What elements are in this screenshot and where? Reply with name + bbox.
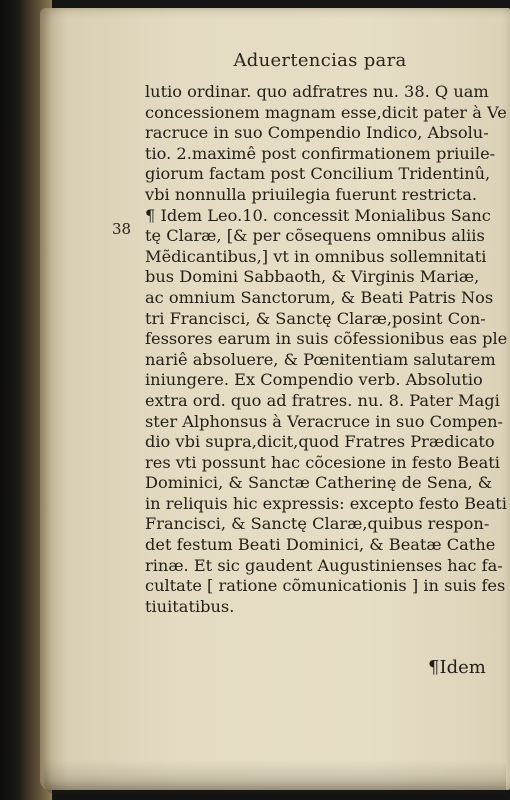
page-bottom-edge (44, 760, 506, 794)
text-line: iniungere. Ex Compendio verb. Absolutio (145, 370, 483, 390)
text-line: tiuitatibus. (145, 596, 235, 616)
text-line: Francisci, & Sanctę Claræ,quibus respon- (145, 514, 490, 534)
text-line: in reliquis hic expressis: excepto festo Beati (145, 493, 507, 513)
text-line: Mẽdicantibus,] vt in omnibus sollemnitati (145, 246, 487, 266)
text-line: ¶ Idem Leo.10. concessit Monialibus Sanc (145, 205, 491, 225)
text-line: fessores earum in suis cõfessionibus eas ple (145, 329, 508, 349)
text-line: bus Domini Sabbaoth, & Virginis Mariæ, (145, 267, 480, 287)
text-line: Dominici, & Sanctæ Catherinę de Sena, & (145, 473, 493, 493)
text-line: vbi nonnulla priuilegia fuerunt restricta. (145, 184, 478, 204)
text-line: lutio ordinar. quo adfratres nu. 38. Q uam (145, 82, 489, 101)
text-line: dio vbi supra,dicit,quod Fratres Prædicato (145, 432, 495, 452)
text-line: nariê absoluere, & Pœnitentiam salutarem (145, 349, 496, 369)
marginal-number: 38 (112, 220, 132, 238)
text-line: cultate [ ratione cõmunicationis ] in suis fes (145, 576, 506, 596)
text-line: res vti possunt hac cõcesione in festo Beati (145, 452, 500, 472)
catchword: ¶Idem (428, 657, 486, 678)
text-line: rinæ. Et sic gaudent Augustinienses hac fa- (145, 555, 503, 575)
text-line: ac omnium Sanctorum, & Beati Patris Nos (145, 287, 494, 307)
text-line: det festum Beati Dominici, & Beatæ Cathe (145, 535, 496, 555)
body-text (145, 82, 508, 617)
text-line: giorum factam post Concilium Tridentinû, (145, 164, 491, 184)
text-line: tę Claræ, [& per cõsequens omnibus aliis (145, 226, 485, 246)
text-line: concessionem magnam esse,dicit pater à Ve (145, 102, 507, 122)
running-title: Aduertencias para (233, 50, 407, 71)
text-line: tio. 2.maximê post confirmationem priuile- (145, 143, 496, 163)
text-line: tri Francisci, & Sanctę Claræ,posint Con- (145, 308, 486, 328)
text-line: extra ord. quo ad fratres. nu. 8. Pater Magi (145, 390, 500, 410)
text-line: racruce in suo Compendio Indico, Absolu- (145, 123, 489, 143)
text-line: ster Alphonsus à Veracruce in suo Compen- (145, 411, 503, 431)
